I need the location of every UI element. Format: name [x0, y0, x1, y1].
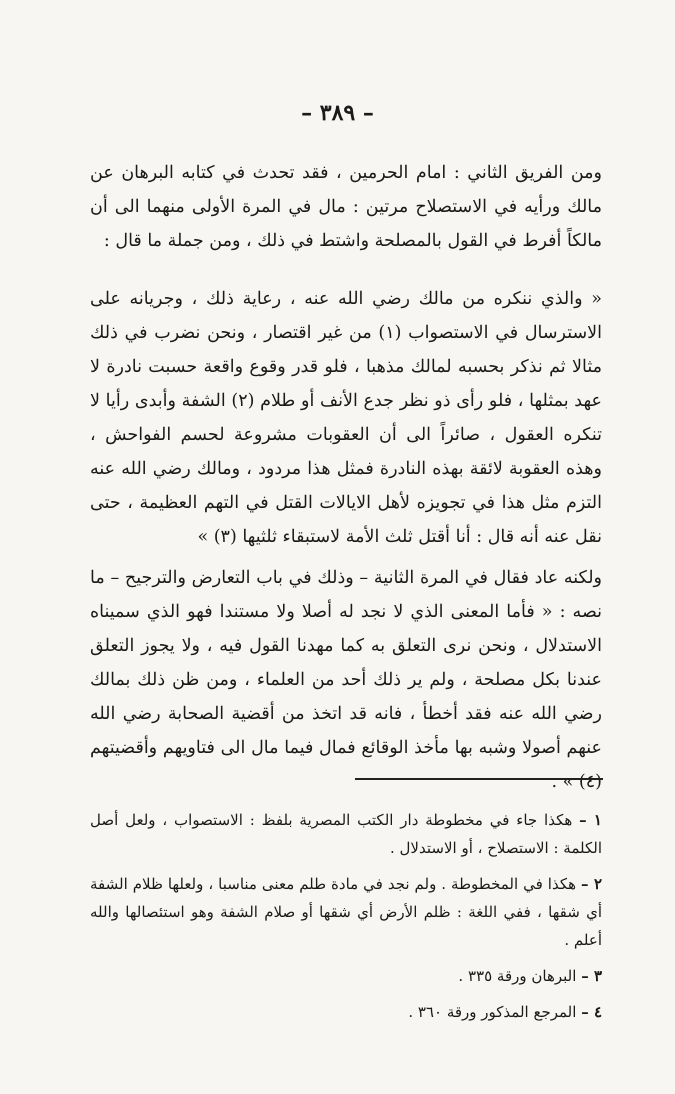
footnote-number: ٣ – [581, 967, 602, 985]
page-number: – ٣٨٩ – [301, 100, 374, 126]
paragraph-text: ومن الفريق الثاني : امام الحرمين ، فقد تحدث في كتابه البرهان عن مالك ورأيه في الاستصلاح مرتين : مال في المرة الأولى منهما الى أن مالكاً أفرط في القول بالمصلحة واشتط في ذلك ، ومن جملة ما قال : [90, 163, 602, 251]
footnote-3 [90, 962, 602, 990]
footnotes [90, 806, 602, 1034]
paragraph-text: « والذي ننكره من مالك رضي الله عنه ، رعاية ذلك ، وجريانه على الاسترسال في الاستصواب (١) من غير اقتصار ، ونحن نضرب في ذلك مثالا ثم نذكر بحسبه لمالك مذهبا ، فلو قدر وقوع واقعة حسبت نادرة لا عهد بمثلها ، فلو رأى ذو نظر جدع الأنف أو طلام (٢) الشفة وأبدى رأيا لا تنكره العقول ، صائراً الى أن العقوبات مشروعة لحسم الفواحش ، وهذه العقوبة لائقة بهذه النادرة فمثل هذا مردود ، ومالك رضي الله عنه التزم مثل هذا في تجويزه لأهل الايالات القتل في التهم العظيمة ، حتى نقل عنه أنه قال : أنا أقتل ثلث الأمة لاستبقاء ثلثيها (٣) » [90, 289, 602, 547]
footnote-number: ٢ – [581, 875, 602, 893]
paragraph-text: ولكنه عاد فقال في المرة الثانية – وذلك في باب التعارض والترجيح – ما نصه : « فأما المعنى الذي لا نجد له أصلا ولا مستندا فهو الذي سميناه الاستدلال ، ونحن نرى التعلق به كما مهدنا القول فيه ، ولا يجوز التعلق عندنا بكل مصلحة ، ولم ير ذلك أحد من العلماء ، ومن ظن ذلك بمالك رضي الله عنه فقد أخطأ ، فانه قد اتخذ من أقضية الصحابة رضي الله عنهم أصولا وشبه بها مأخذ الوقائع فمال فيما مال الى فتاويهم وأقضيتهم (٤) » . [90, 568, 602, 792]
footnote-number: ٤ – [581, 1003, 602, 1021]
footnote-text: البرهان ورقة ٣٣٥ . [458, 967, 577, 985]
footnote-text: المرجع المذكور ورقة ٣٦٠ . [408, 1003, 577, 1021]
footnote-number: ١ – [579, 811, 602, 829]
footnote-text: هكذا في المخطوطة . ولم نجد في مادة طلم معنى مناسبا ، ولعلها ظلام الشفة أي شقها ، ففي اللغة : ظلم الأرض أي شقها أو صلام الشفة وهو استئصالها والله أعلم . [90, 875, 602, 949]
paragraph-1 [90, 156, 602, 258]
footnote-2 [90, 870, 602, 954]
footnote-divider [355, 778, 603, 780]
paragraph-2-quote [90, 282, 602, 554]
footnote-text: هكذا جاء في مخطوطة دار الكتب المصرية بلفظ : الاستصواب ، ولعل أصل الكلمة : الاستصلاح ، أو الاستدلال . [90, 811, 602, 857]
footnote-1 [90, 806, 602, 862]
paragraph-3 [90, 561, 602, 799]
footnote-4 [90, 998, 602, 1026]
